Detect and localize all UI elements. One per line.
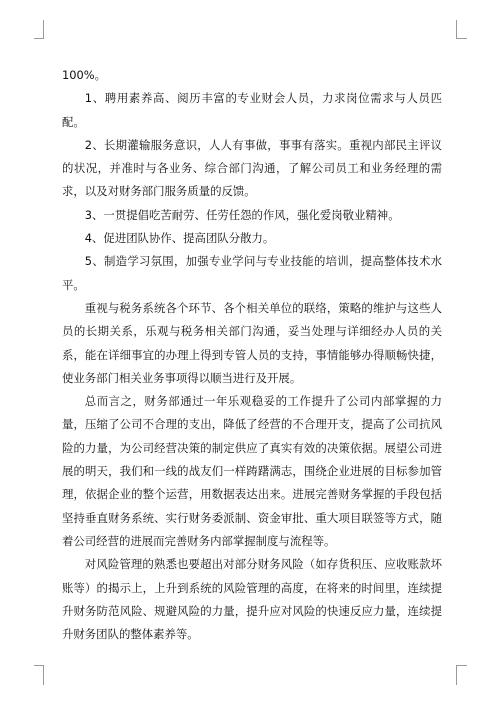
document-body — [62, 64, 442, 646]
paragraph-summary: 总而言之，财务部通过一年乐观稳妥的工作提升了公司内部掌握的力量，压缩了公司不合理的支出，降低了经营的不合理开支，提高了公司抗风险的力量，为公司经营决策的制定供应了真实有效的决策依据。展望公司进展的明天，我们和一线的战友们一样踌躇满志，围绕企业进展的目标参加管理，依据企业的整个运营，用数据表达出来。进展完善财务掌握的手段包括坚持垂直财务系统、实行财务委派制、资金审批、重大项目联签等方式，随着公司经营的进展而完善财务内部掌握制度与流程等。 — [62, 394, 442, 548]
crop-mark-top-left — [34, 20, 44, 40]
crop-mark-bottom-left — [34, 665, 44, 687]
crop-mark-top-right — [456, 20, 468, 40]
crop-mark-bottom-right — [456, 665, 468, 687]
paragraph-item-3: 3、一贯提倡吃苦耐劳、任劳任怨的作风，强化爱岗敬业精神。 — [84, 207, 400, 222]
paragraph-continuation: 100%。 — [62, 68, 106, 82]
paragraph-risk-management: 对风险管理的熟悉也要超出对部分财务风险（如存货积压、应收账款坏账等）的揭示上，上升到系统的风险管理的高度，在将来的时间里，连续提升财务防范风险、规避风险的力量，提升应对风险的快速反应力量，连续提升财务团队的整体素养等。 — [62, 557, 442, 642]
paragraph-tax-relations: 重视与税务系统各个环节、各个相关单位的联络，策略的维护与这些人员的长期关系，乐观与税务相关部门沟通，妥当处理与详细经办人员的关系，能在详细事宜的办理上得到专管人员的支持，事情能够办得顺畅快捷，使业务部门相关业务事项得以顺当进行及开展。 — [62, 300, 442, 385]
paragraph-item-4: 4、促进团队协作、提高团队分散力。 — [84, 231, 275, 246]
paragraph-item-5: 5、制造学习氛围，加强专业学问与专业技能的培训，提高整体技术水平。 — [62, 254, 442, 292]
paragraph-item-1: 1、聘用素养高、阅历丰富的专业财会人员，力求岗位需求与人员匹配。 — [62, 91, 442, 129]
paragraph-item-2: 2、长期灌输服务意识，人人有事做，事事有落实。重视内部民主评议的状况，并准时与各业务、综合部门沟通，了解公司员工和业务经理的需求，以及对财务部门服务质量的反馈。 — [62, 137, 442, 199]
